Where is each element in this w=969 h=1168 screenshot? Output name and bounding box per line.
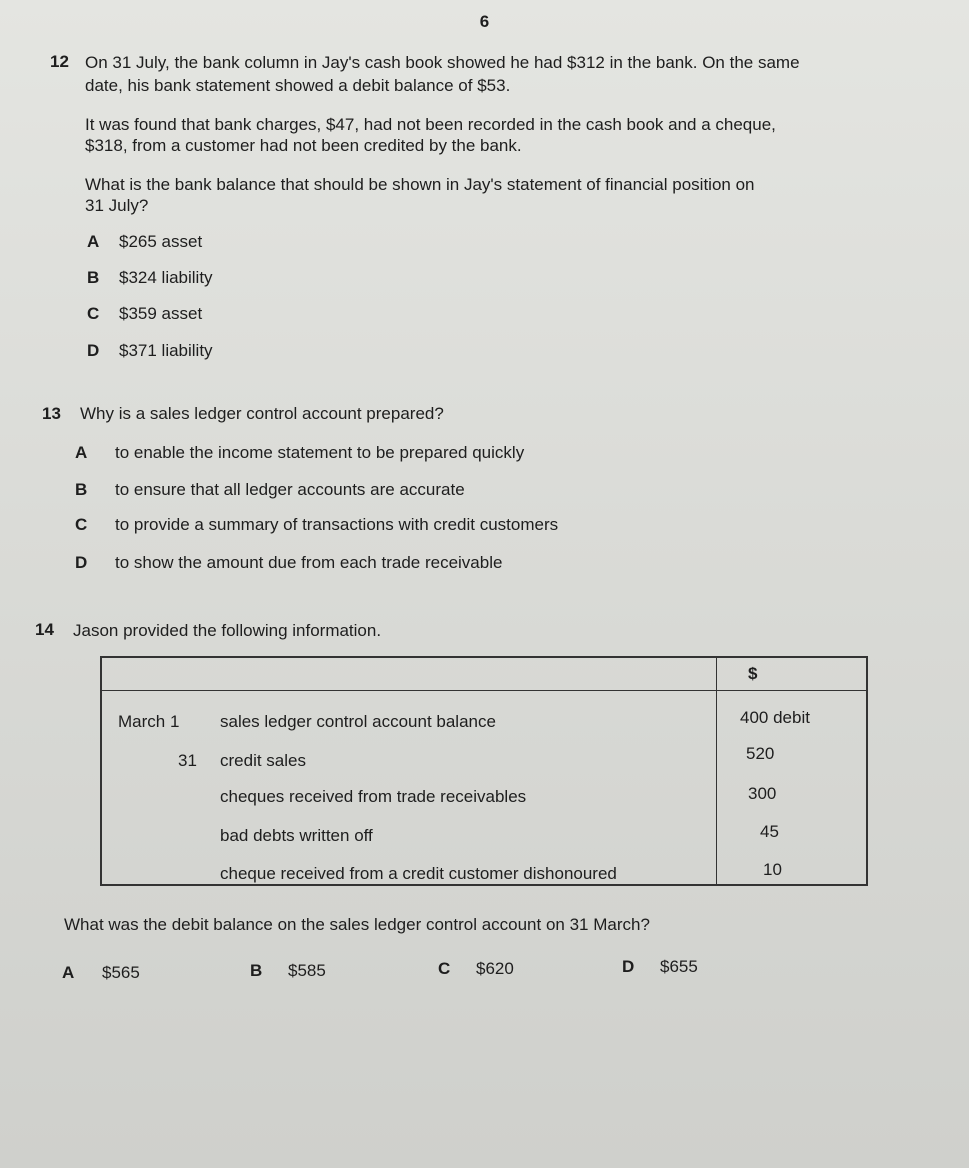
question-12-line-4: $318, from a customer had not been credited by the bank.	[85, 136, 522, 155]
option-text: $265 asset	[119, 232, 203, 251]
option-letter: A	[87, 232, 100, 251]
option-letter: A	[75, 443, 88, 462]
option-text: $585	[288, 961, 326, 980]
question-12-line-2: date, his bank statement showed a debit balance of $53.	[85, 76, 511, 95]
question-13-option-c[interactable]	[75, 515, 558, 535]
table-row-item: sales ledger control account balance	[220, 712, 496, 731]
question-12-number: 12	[50, 52, 69, 71]
question-12-line-1: On 31 July, the bank column in Jay's cash book showed he had $312 in the bank. On the same	[85, 53, 800, 72]
table-row-amount: 300	[748, 784, 777, 803]
question-12-option-d[interactable]	[87, 341, 213, 361]
option-text: to provide a summary of transactions with credit customers	[115, 515, 559, 534]
question-14-option-d[interactable]	[622, 957, 698, 977]
option-letter: D	[87, 341, 100, 360]
question-14-option-b[interactable]	[250, 961, 326, 981]
question-13-option-d[interactable]	[75, 553, 502, 573]
option-letter: C	[438, 959, 451, 978]
table-row-item: cheques received from trade receivables	[220, 787, 527, 806]
page-number: 6	[479, 12, 490, 31]
table-row-item: bad debts written off	[220, 826, 373, 845]
option-text: $359 asset	[119, 304, 203, 323]
table-row-amount: 400 debit	[740, 708, 810, 727]
option-text: to show the amount due from each trade receivable	[115, 553, 503, 572]
option-letter: D	[622, 957, 635, 976]
question-12-option-c[interactable]	[87, 304, 202, 324]
table-row-amount: 10	[763, 860, 782, 879]
question-12-option-a[interactable]	[87, 232, 202, 252]
option-letter: B	[87, 268, 100, 287]
table-header-divider	[100, 690, 866, 691]
option-text: to enable the income statement to be prepared quickly	[115, 443, 525, 462]
table-header-currency: $	[748, 664, 758, 683]
option-letter: C	[87, 304, 100, 323]
option-text: $371 liability	[119, 341, 213, 360]
table-row-item: credit sales	[220, 751, 306, 770]
question-14-option-c[interactable]	[438, 959, 514, 979]
table-row-date: 31	[178, 751, 197, 770]
question-13-text: Why is a sales ledger control account prepared?	[80, 404, 444, 423]
question-13-option-a[interactable]	[75, 443, 524, 463]
question-13-option-b[interactable]	[75, 480, 465, 500]
option-text: $620	[476, 959, 514, 978]
question-12-line-6: 31 July?	[85, 196, 149, 215]
question-12-line-5: What is the bank balance that should be shown in Jay's statement of financial position on	[85, 175, 755, 194]
table-row-item: cheque received from a credit customer dishonoured	[220, 864, 617, 883]
option-text: to ensure that all ledger accounts are accurate	[115, 480, 465, 499]
option-letter: B	[75, 480, 88, 499]
option-text: $655	[660, 957, 698, 976]
table-row-amount: 45	[760, 822, 779, 841]
question-14-intro: Jason provided the following information.	[73, 621, 382, 640]
question-14-number: 14	[35, 620, 54, 639]
option-text: $565	[102, 963, 140, 982]
option-letter: B	[250, 961, 263, 980]
option-letter: A	[62, 963, 75, 982]
option-text: $324 liability	[119, 268, 213, 287]
question-14-text: What was the debit balance on the sales ledger control account on 31 March?	[64, 915, 650, 934]
question-12-line-3: It was found that bank charges, $47, had not been recorded in the cash book and a cheque,	[85, 115, 776, 134]
question-14-option-a[interactable]	[62, 963, 140, 983]
question-12-option-b[interactable]	[87, 268, 213, 288]
table-column-divider	[716, 656, 717, 884]
option-letter: D	[75, 553, 88, 572]
question-13-number: 13	[42, 404, 61, 423]
table-row-amount: 520	[746, 744, 775, 763]
table-row-date: March 1	[118, 712, 180, 731]
option-letter: C	[75, 515, 88, 534]
